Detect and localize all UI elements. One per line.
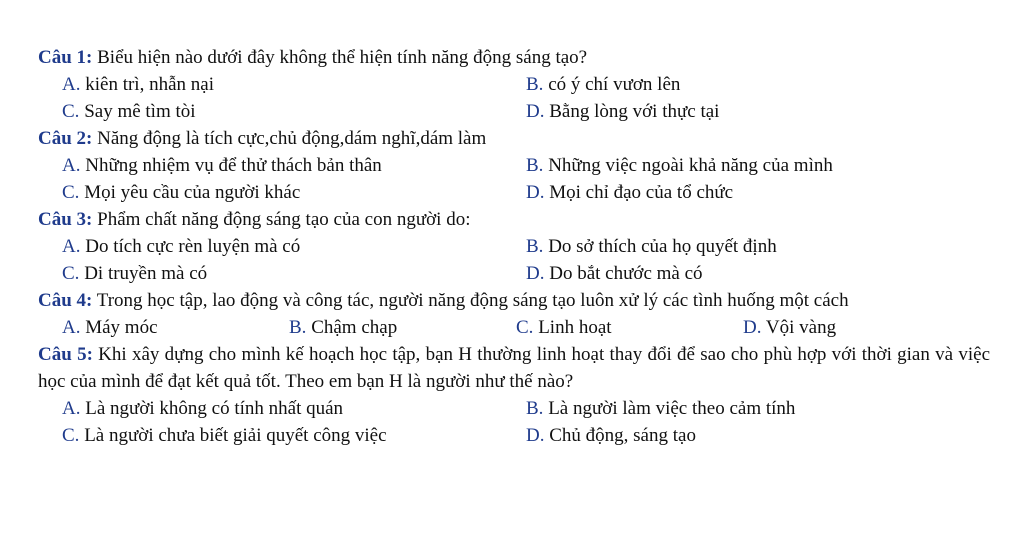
- question-3: [38, 206, 990, 287]
- question-3-option-a: [62, 233, 526, 260]
- option-text: Do sở thích của họ quyết định: [543, 236, 777, 257]
- question-3-prompt: Phẩm chất năng động sáng tạo của con người do:: [92, 209, 471, 230]
- option-key: D.: [526, 425, 545, 446]
- option-text: Do bắt chước mà có: [544, 263, 703, 284]
- question-4-option-b: [289, 314, 516, 341]
- option-key: C.: [62, 182, 80, 203]
- option-text: Mọi yêu cầu của người khác: [79, 182, 301, 203]
- question-3-number: Câu 3:: [38, 209, 93, 230]
- option-key: C.: [62, 101, 80, 122]
- option-text: Do tích cực rèn luyện mà có: [80, 236, 301, 257]
- question-3-option-c: [62, 260, 526, 287]
- option-key: D.: [526, 101, 545, 122]
- question-4-prompt: Trong học tập, lao động và công tác, người năng động sáng tạo luôn xử lý các tình huống một cách: [92, 290, 849, 311]
- option-key: B.: [526, 74, 544, 95]
- question-1-option-b: [526, 71, 990, 98]
- question-1-prompt: Biểu hiện nào dưới đây không thể hiện tính năng động sáng tạo?: [92, 47, 588, 68]
- option-text: Là người chưa biết giải quyết công việc: [79, 425, 387, 446]
- question-4: [38, 287, 990, 341]
- quiz-document: [38, 44, 990, 449]
- question-2-option-b: [526, 152, 990, 179]
- option-text: Chậm chạp: [306, 317, 398, 338]
- option-key: D.: [526, 263, 545, 284]
- option-key: B.: [289, 317, 307, 338]
- option-key: B.: [526, 155, 544, 176]
- option-key: A.: [62, 74, 81, 95]
- option-key: C.: [62, 263, 80, 284]
- question-2-option-a: [62, 152, 526, 179]
- question-5-prompt: Khi xây dựng cho mình kế hoạch học tập, bạn H thường linh hoạt thay đổi để sao cho phù hợp với thời gian và việc học của mình để đạt kết quả tốt. Theo em bạn H là người như thế nào?: [38, 344, 990, 392]
- question-5-option-b: [526, 395, 990, 422]
- option-key: A.: [62, 398, 81, 419]
- question-4-options: [38, 314, 990, 341]
- question-5-options: [38, 395, 990, 449]
- option-key: C.: [62, 425, 80, 446]
- option-text: Say mê tìm tòi: [79, 101, 196, 122]
- option-key: D.: [526, 182, 545, 203]
- option-text: Mọi chỉ đạo của tổ chức: [544, 182, 734, 203]
- question-3-option-b: [526, 233, 990, 260]
- question-4-text: [38, 287, 990, 314]
- question-2-number: Câu 2:: [38, 128, 93, 149]
- question-5-text: [38, 341, 990, 395]
- question-2-options: [38, 152, 990, 206]
- question-3-option-d: [526, 260, 990, 287]
- option-text: Di truyền mà có: [79, 263, 208, 284]
- question-1-option-c: [62, 98, 526, 125]
- option-text: Vội vàng: [761, 317, 837, 338]
- question-4-number: Câu 4:: [38, 290, 93, 311]
- option-key: D.: [743, 317, 762, 338]
- option-text: Những nhiệm vụ để thử thách bản thân: [80, 155, 382, 176]
- question-5-option-d: [526, 422, 990, 449]
- question-5: [38, 341, 990, 449]
- question-2: [38, 125, 990, 206]
- question-2-prompt: Năng động là tích cực,chủ động,dám nghĩ,dám làm: [92, 128, 487, 149]
- question-5-number: Câu 5:: [38, 344, 93, 365]
- question-4-option-d: [743, 314, 970, 341]
- option-key: B.: [526, 398, 544, 419]
- option-text: Chủ động, sáng tạo: [544, 425, 696, 446]
- question-3-text: [38, 206, 990, 233]
- question-1-option-d: [526, 98, 990, 125]
- option-text: Linh hoạt: [533, 317, 612, 338]
- question-5-option-a: [62, 395, 526, 422]
- option-text: Bằng lòng với thực tại: [544, 101, 720, 122]
- option-text: Những việc ngoài khả năng của mình: [543, 155, 833, 176]
- question-4-option-a: [62, 314, 289, 341]
- option-text: Là người không có tính nhất quán: [80, 398, 344, 419]
- question-2-option-c: [62, 179, 526, 206]
- option-key: A.: [62, 236, 81, 257]
- question-1-option-a: [62, 71, 526, 98]
- option-text: có ý chí vươn lên: [543, 74, 681, 95]
- question-1-text: [38, 44, 990, 71]
- question-5-option-c: [62, 422, 526, 449]
- question-4-option-c: [516, 314, 743, 341]
- option-key: C.: [516, 317, 534, 338]
- option-key: A.: [62, 155, 81, 176]
- option-text: Là người làm việc theo cảm tính: [543, 398, 796, 419]
- question-2-text: [38, 125, 990, 152]
- question-2-option-d: [526, 179, 990, 206]
- option-key: B.: [526, 236, 544, 257]
- question-1: [38, 44, 990, 125]
- question-1-options: [38, 71, 990, 125]
- question-3-options: [38, 233, 990, 287]
- question-1-number: Câu 1:: [38, 47, 93, 68]
- option-text: Máy móc: [80, 317, 158, 338]
- option-text: kiên trì, nhẫn nại: [80, 74, 214, 95]
- option-key: A.: [62, 317, 81, 338]
